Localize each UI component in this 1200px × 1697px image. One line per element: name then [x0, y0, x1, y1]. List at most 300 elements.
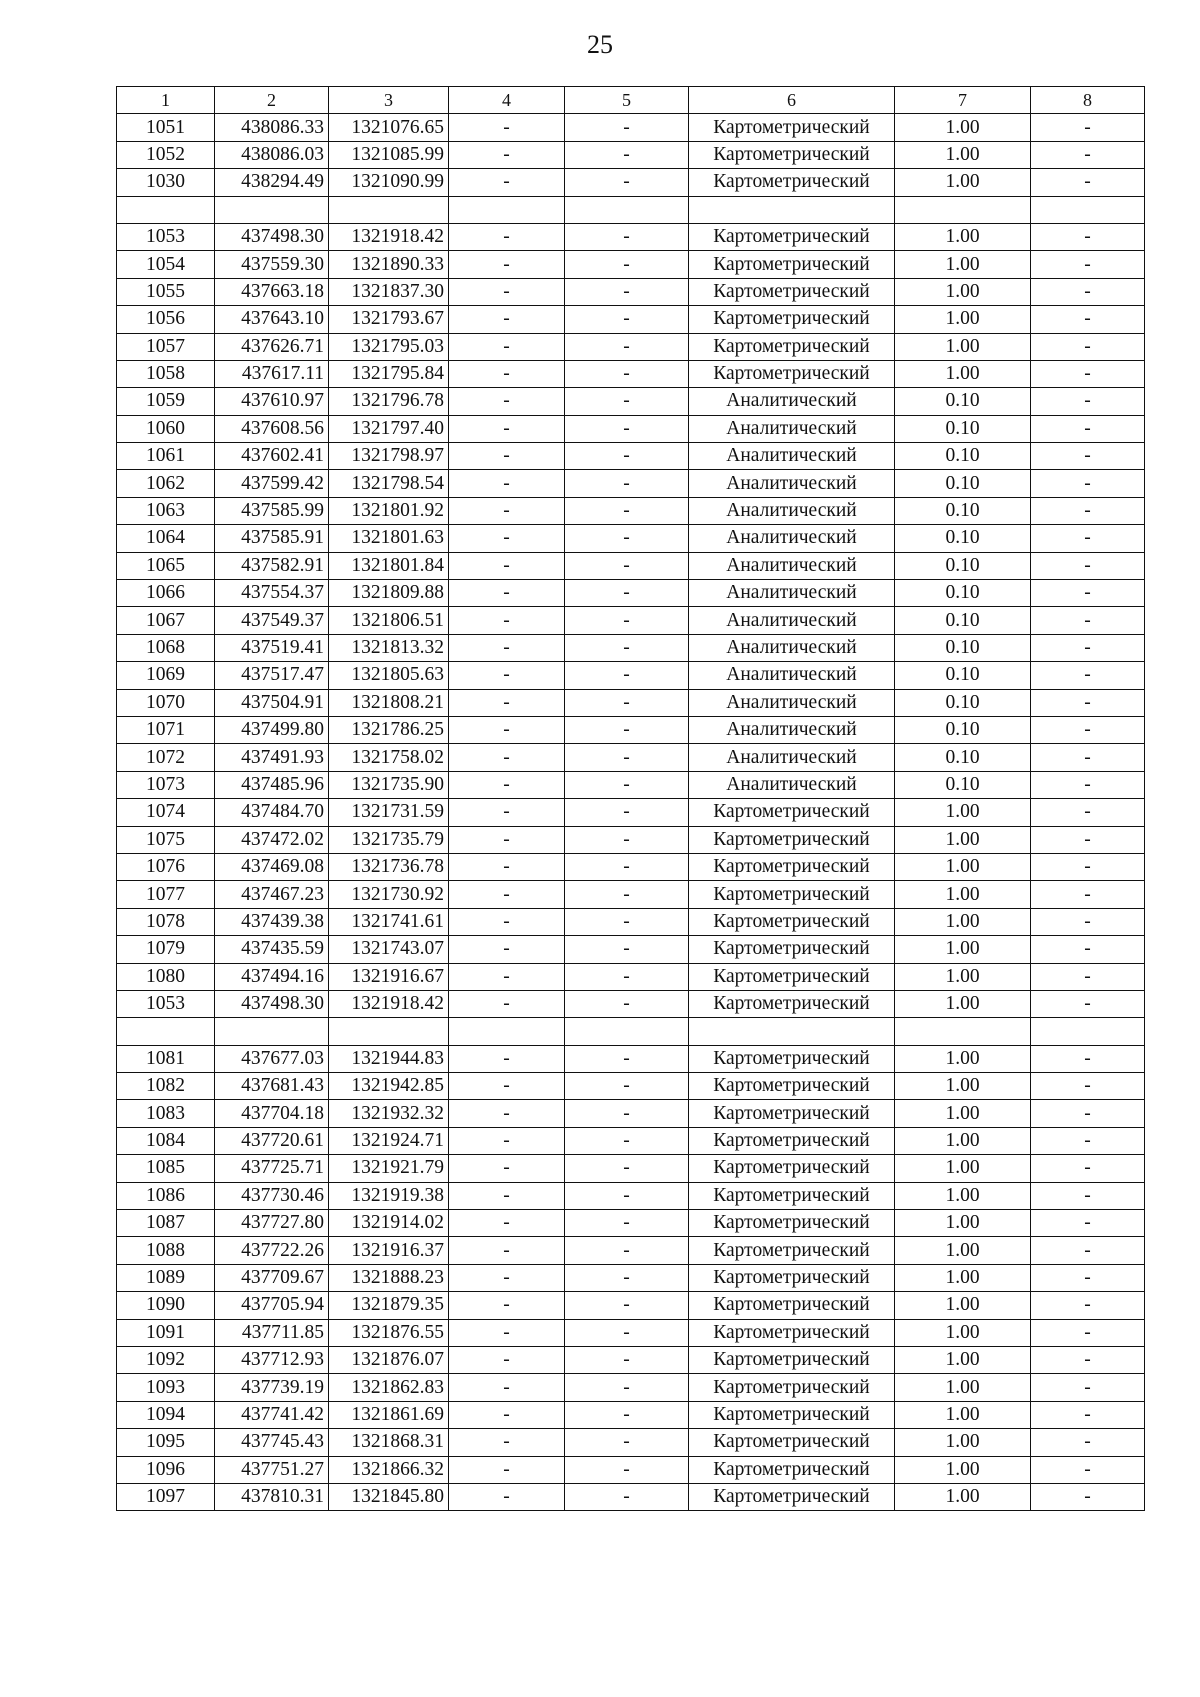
table-cell: 1321798.54 — [329, 470, 449, 497]
table-cell: Картометрический — [689, 1429, 895, 1456]
table-cell: - — [449, 1127, 565, 1154]
table-row — [117, 1429, 1145, 1456]
header-cell: 1 — [117, 87, 215, 114]
table-cell: 437704.18 — [215, 1100, 329, 1127]
table-cell: 1079 — [117, 936, 215, 963]
table-cell: Аналитический — [689, 771, 895, 798]
table-cell: 1321735.90 — [329, 771, 449, 798]
table-cell: Картометрический — [689, 1292, 895, 1319]
table-cell: - — [449, 251, 565, 278]
table-cell: Аналитический — [689, 525, 895, 552]
table-cell: - — [1031, 278, 1145, 305]
table-cell: Картометрический — [689, 1073, 895, 1100]
table-cell: 437617.11 — [215, 360, 329, 387]
table-cell: 437712.93 — [215, 1346, 329, 1373]
table-cell: Картометрический — [689, 1237, 895, 1264]
table-cell — [329, 196, 449, 223]
table-row — [117, 1018, 1145, 1045]
table-cell: 437720.61 — [215, 1127, 329, 1154]
table-cell: 1321090.99 — [329, 169, 449, 196]
table-row — [117, 1483, 1145, 1510]
table-cell: Картометрический — [689, 1456, 895, 1483]
table-row — [117, 360, 1145, 387]
table-cell: - — [565, 799, 689, 826]
header-cell: 3 — [329, 87, 449, 114]
table-cell: 437643.10 — [215, 306, 329, 333]
table-cell: 1321924.71 — [329, 1127, 449, 1154]
table-cell: Картометрический — [689, 251, 895, 278]
table-cell: - — [449, 1292, 565, 1319]
table-cell: 1321743.07 — [329, 936, 449, 963]
table-cell: 1.00 — [895, 1483, 1031, 1510]
table-cell: 437467.23 — [215, 881, 329, 908]
table-cell: 1321786.25 — [329, 716, 449, 743]
table-cell: - — [565, 1346, 689, 1373]
table-cell: Картометрический — [689, 853, 895, 880]
table-cell: Картометрический — [689, 1264, 895, 1291]
table-cell: 437599.42 — [215, 470, 329, 497]
table-row — [117, 1073, 1145, 1100]
table-cell: - — [449, 1073, 565, 1100]
table-cell: - — [565, 443, 689, 470]
table-cell: 437722.26 — [215, 1237, 329, 1264]
table-cell: 438294.49 — [215, 169, 329, 196]
table-cell: - — [565, 415, 689, 442]
table-cell: 0.10 — [895, 525, 1031, 552]
table-cell: Аналитический — [689, 662, 895, 689]
table-cell: 437751.27 — [215, 1456, 329, 1483]
header-cell: 6 — [689, 87, 895, 114]
table-cell: - — [1031, 1210, 1145, 1237]
table-cell: - — [565, 936, 689, 963]
table-cell: - — [565, 580, 689, 607]
table-cell: 1062 — [117, 470, 215, 497]
table-cell: - — [1031, 908, 1145, 935]
table-row — [117, 1264, 1145, 1291]
table-cell: 1077 — [117, 881, 215, 908]
table-cell: - — [449, 1346, 565, 1373]
table-cell: 1051 — [117, 114, 215, 141]
table-row — [117, 278, 1145, 305]
table-cell: 437469.08 — [215, 853, 329, 880]
table-row — [117, 1210, 1145, 1237]
table-cell: - — [1031, 415, 1145, 442]
table-cell: Картометрический — [689, 1210, 895, 1237]
table-cell: - — [1031, 1045, 1145, 1072]
table-cell: 1.00 — [895, 1127, 1031, 1154]
table-cell: 1052 — [117, 141, 215, 168]
table-cell: - — [449, 169, 565, 196]
table-cell: 1321805.63 — [329, 662, 449, 689]
table-cell: - — [565, 169, 689, 196]
table-cell: 438086.03 — [215, 141, 329, 168]
table-cell: - — [449, 1210, 565, 1237]
table-cell: 1.00 — [895, 1374, 1031, 1401]
table-cell — [689, 1018, 895, 1045]
table-cell: 437608.56 — [215, 415, 329, 442]
table-row — [117, 552, 1145, 579]
table-cell: 1321730.92 — [329, 881, 449, 908]
table-cell: - — [449, 936, 565, 963]
table-cell: - — [449, 1401, 565, 1428]
table-cell: 1067 — [117, 607, 215, 634]
table-cell: 1068 — [117, 634, 215, 661]
table-cell: 1321795.03 — [329, 333, 449, 360]
table-cell: Картометрический — [689, 1045, 895, 1072]
table-cell: 1064 — [117, 525, 215, 552]
table-cell: 437745.43 — [215, 1429, 329, 1456]
table-cell: - — [1031, 251, 1145, 278]
table-cell: 1.00 — [895, 141, 1031, 168]
table-cell: 0.10 — [895, 443, 1031, 470]
table-cell: Картометрический — [689, 1100, 895, 1127]
table-row — [117, 388, 1145, 415]
table-cell: 0.10 — [895, 662, 1031, 689]
table-cell: 1057 — [117, 333, 215, 360]
table-cell: 437494.16 — [215, 963, 329, 990]
table-cell: - — [565, 826, 689, 853]
table-cell: 1085 — [117, 1155, 215, 1182]
table-cell: - — [449, 990, 565, 1017]
table-cell: 1093 — [117, 1374, 215, 1401]
table-header-row — [117, 87, 1145, 114]
table-cell: 1321806.51 — [329, 607, 449, 634]
table-row — [117, 826, 1145, 853]
table-cell: - — [1031, 333, 1145, 360]
table-cell: 1074 — [117, 799, 215, 826]
table-cell: 1321795.84 — [329, 360, 449, 387]
table-cell: - — [1031, 1127, 1145, 1154]
table-row — [117, 580, 1145, 607]
table-cell: - — [565, 1374, 689, 1401]
table-cell: 1096 — [117, 1456, 215, 1483]
table-cell: 1080 — [117, 963, 215, 990]
table-row — [117, 1319, 1145, 1346]
table-cell: - — [1031, 744, 1145, 771]
table-cell: - — [565, 1073, 689, 1100]
table-row — [117, 853, 1145, 880]
table-cell: Картометрический — [689, 141, 895, 168]
table-cell: 1088 — [117, 1237, 215, 1264]
table-cell: 1321813.32 — [329, 634, 449, 661]
table-cell: Аналитический — [689, 443, 895, 470]
table-row — [117, 1182, 1145, 1209]
table-cell: 437498.30 — [215, 223, 329, 250]
table-row — [117, 881, 1145, 908]
table-cell: 1321916.37 — [329, 1237, 449, 1264]
table-cell: 1086 — [117, 1182, 215, 1209]
table-cell — [1031, 1018, 1145, 1045]
table-cell: Аналитический — [689, 634, 895, 661]
table-cell: 1321801.92 — [329, 497, 449, 524]
table-cell: - — [449, 333, 565, 360]
table-cell: - — [1031, 443, 1145, 470]
table-cell: - — [449, 771, 565, 798]
table-cell: 0.10 — [895, 580, 1031, 607]
table-cell: - — [1031, 470, 1145, 497]
table-cell: 0.10 — [895, 552, 1031, 579]
table-cell: Картометрический — [689, 1401, 895, 1428]
table-cell: 1321876.55 — [329, 1319, 449, 1346]
table-cell: - — [449, 580, 565, 607]
table-cell: 1.00 — [895, 306, 1031, 333]
table-cell: 1321076.65 — [329, 114, 449, 141]
table-cell: 1321919.38 — [329, 1182, 449, 1209]
table-cell: - — [1031, 1155, 1145, 1182]
table-cell: 1321890.33 — [329, 251, 449, 278]
table-cell: 437626.71 — [215, 333, 329, 360]
table-cell: - — [449, 1045, 565, 1072]
table-row — [117, 223, 1145, 250]
table-cell: - — [449, 908, 565, 935]
table-cell: 1321845.80 — [329, 1483, 449, 1510]
table-cell: 1070 — [117, 689, 215, 716]
table-cell: 437559.30 — [215, 251, 329, 278]
table-cell — [565, 196, 689, 223]
table-cell: - — [565, 1182, 689, 1209]
table-cell: 1073 — [117, 771, 215, 798]
table-cell: 1321918.42 — [329, 990, 449, 1017]
table-cell: 1.00 — [895, 963, 1031, 990]
table-cell: 437681.43 — [215, 1073, 329, 1100]
coordinates-table — [116, 86, 1145, 1511]
table-cell: 437727.80 — [215, 1210, 329, 1237]
table-cell: Картометрический — [689, 799, 895, 826]
table-cell: 1094 — [117, 1401, 215, 1428]
table-cell — [565, 1018, 689, 1045]
table-cell: - — [565, 251, 689, 278]
table-cell: 0.10 — [895, 415, 1031, 442]
table-cell: - — [565, 990, 689, 1017]
table-cell: 1071 — [117, 716, 215, 743]
table-cell — [215, 1018, 329, 1045]
table-cell: 1091 — [117, 1319, 215, 1346]
table-cell: 0.10 — [895, 689, 1031, 716]
table-cell: Картометрический — [689, 1346, 895, 1373]
table-cell: - — [565, 1045, 689, 1072]
table-cell: 1.00 — [895, 251, 1031, 278]
table-cell: 1321888.23 — [329, 1264, 449, 1291]
table-row — [117, 744, 1145, 771]
table-row — [117, 443, 1145, 470]
table-cell: - — [1031, 552, 1145, 579]
table-cell: 1.00 — [895, 278, 1031, 305]
table-cell — [689, 196, 895, 223]
table-cell: - — [449, 716, 565, 743]
table-cell: 1069 — [117, 662, 215, 689]
table-cell: 437810.31 — [215, 1483, 329, 1510]
table-cell: - — [1031, 1292, 1145, 1319]
table-cell: - — [1031, 1401, 1145, 1428]
table-cell: 437585.91 — [215, 525, 329, 552]
table-row — [117, 634, 1145, 661]
table-cell: - — [449, 799, 565, 826]
table-cell: - — [1031, 662, 1145, 689]
table-cell: 1095 — [117, 1429, 215, 1456]
table-cell: 1321861.69 — [329, 1401, 449, 1428]
table-row — [117, 251, 1145, 278]
table-cell: - — [1031, 1374, 1145, 1401]
table-cell: 1065 — [117, 552, 215, 579]
table-cell: Картометрический — [689, 223, 895, 250]
table-cell: - — [565, 881, 689, 908]
table-cell: - — [565, 963, 689, 990]
table-cell: - — [449, 223, 565, 250]
table-cell: - — [449, 634, 565, 661]
table-cell: 1084 — [117, 1127, 215, 1154]
table-cell: - — [1031, 853, 1145, 880]
table-cell: 1097 — [117, 1483, 215, 1510]
table-row — [117, 1374, 1145, 1401]
table-cell: - — [1031, 963, 1145, 990]
table-cell: 437485.96 — [215, 771, 329, 798]
table-cell: - — [449, 1264, 565, 1291]
table-cell: 437504.91 — [215, 689, 329, 716]
table-cell: - — [1031, 634, 1145, 661]
table-cell: 1321801.63 — [329, 525, 449, 552]
table-cell: 1063 — [117, 497, 215, 524]
table-cell: - — [449, 1456, 565, 1483]
table-cell: - — [565, 333, 689, 360]
table-cell: - — [1031, 1264, 1145, 1291]
table-cell: 1090 — [117, 1292, 215, 1319]
table-cell: - — [449, 443, 565, 470]
table-cell: Картометрический — [689, 826, 895, 853]
table-cell: - — [565, 223, 689, 250]
table-row — [117, 1100, 1145, 1127]
table-cell: 1321837.30 — [329, 278, 449, 305]
header-cell: 2 — [215, 87, 329, 114]
table-cell: - — [449, 662, 565, 689]
table-cell: 0.10 — [895, 716, 1031, 743]
table-cell: 0.10 — [895, 470, 1031, 497]
table-cell: 437484.70 — [215, 799, 329, 826]
table-cell: - — [1031, 826, 1145, 853]
table-row — [117, 196, 1145, 223]
table-cell: 437519.41 — [215, 634, 329, 661]
table-cell: - — [1031, 141, 1145, 168]
table-cell: - — [449, 141, 565, 168]
table-cell: - — [1031, 990, 1145, 1017]
table-cell: 0.10 — [895, 388, 1031, 415]
table-cell: - — [565, 771, 689, 798]
table-cell: 1321731.59 — [329, 799, 449, 826]
table-cell: 437491.93 — [215, 744, 329, 771]
table-cell: - — [1031, 689, 1145, 716]
table-cell: - — [1031, 607, 1145, 634]
table-cell: Картометрический — [689, 278, 895, 305]
table-cell: 1.00 — [895, 1292, 1031, 1319]
table-cell: - — [565, 497, 689, 524]
table-row — [117, 497, 1145, 524]
table-cell: 1321921.79 — [329, 1155, 449, 1182]
table-cell: - — [565, 1264, 689, 1291]
table-cell: 0.10 — [895, 771, 1031, 798]
table-cell: 1.00 — [895, 1045, 1031, 1072]
table-cell: Картометрический — [689, 936, 895, 963]
table-cell: 1.00 — [895, 1429, 1031, 1456]
table-cell: 437602.41 — [215, 443, 329, 470]
table-cell: 1.00 — [895, 990, 1031, 1017]
table-cell: 1321942.85 — [329, 1073, 449, 1100]
table-cell: - — [449, 1182, 565, 1209]
table-cell: - — [1031, 1182, 1145, 1209]
table-cell: - — [565, 689, 689, 716]
table-cell: Картометрический — [689, 1483, 895, 1510]
table-row — [117, 1292, 1145, 1319]
table-cell: - — [565, 141, 689, 168]
table-cell: - — [449, 470, 565, 497]
table-cell: Картометрический — [689, 881, 895, 908]
table-cell — [215, 196, 329, 223]
table-cell: 1056 — [117, 306, 215, 333]
table-cell: Аналитический — [689, 689, 895, 716]
table-cell: 0.10 — [895, 607, 1031, 634]
table-cell: Аналитический — [689, 552, 895, 579]
table-cell: - — [565, 716, 689, 743]
table-cell: Аналитический — [689, 580, 895, 607]
table-cell: Картометрический — [689, 1374, 895, 1401]
table-cell: 1321862.83 — [329, 1374, 449, 1401]
table-cell: Картометрический — [689, 1319, 895, 1346]
table-cell: 1076 — [117, 853, 215, 880]
table-cell: - — [565, 607, 689, 634]
table-cell: 1.00 — [895, 1346, 1031, 1373]
table-cell: 1321876.07 — [329, 1346, 449, 1373]
table-cell: 1055 — [117, 278, 215, 305]
table-cell: 1054 — [117, 251, 215, 278]
table-cell — [895, 196, 1031, 223]
table-row — [117, 1045, 1145, 1072]
table-cell — [449, 196, 565, 223]
table-row — [117, 716, 1145, 743]
table-cell: 1.00 — [895, 114, 1031, 141]
table-cell: 1.00 — [895, 1456, 1031, 1483]
table-row — [117, 936, 1145, 963]
table-cell: 1.00 — [895, 1237, 1031, 1264]
table-cell: - — [449, 388, 565, 415]
table-cell: 1083 — [117, 1100, 215, 1127]
header-cell: 7 — [895, 87, 1031, 114]
table-cell: 1092 — [117, 1346, 215, 1373]
table-row — [117, 470, 1145, 497]
table-cell: 1321793.67 — [329, 306, 449, 333]
table-cell: - — [565, 388, 689, 415]
table-cell: - — [1031, 497, 1145, 524]
table-cell: 1.00 — [895, 1182, 1031, 1209]
table-cell: 1087 — [117, 1210, 215, 1237]
table-cell: Аналитический — [689, 497, 895, 524]
table-cell: 1321809.88 — [329, 580, 449, 607]
table-cell: Картометрический — [689, 963, 895, 990]
table-cell: 437677.03 — [215, 1045, 329, 1072]
table-cell: - — [565, 1100, 689, 1127]
table-cell: - — [565, 1456, 689, 1483]
table-cell: - — [1031, 580, 1145, 607]
table-cell: - — [449, 963, 565, 990]
table-cell: Аналитический — [689, 744, 895, 771]
table-cell: 1.00 — [895, 908, 1031, 935]
table-cell: 1030 — [117, 169, 215, 196]
table-cell: 437554.37 — [215, 580, 329, 607]
table-cell: - — [565, 1401, 689, 1428]
table-cell: 1053 — [117, 990, 215, 1017]
table-cell: - — [449, 1237, 565, 1264]
table-cell: 437439.38 — [215, 908, 329, 935]
table-cell: 1321879.35 — [329, 1292, 449, 1319]
table-row — [117, 607, 1145, 634]
table-cell: - — [565, 634, 689, 661]
